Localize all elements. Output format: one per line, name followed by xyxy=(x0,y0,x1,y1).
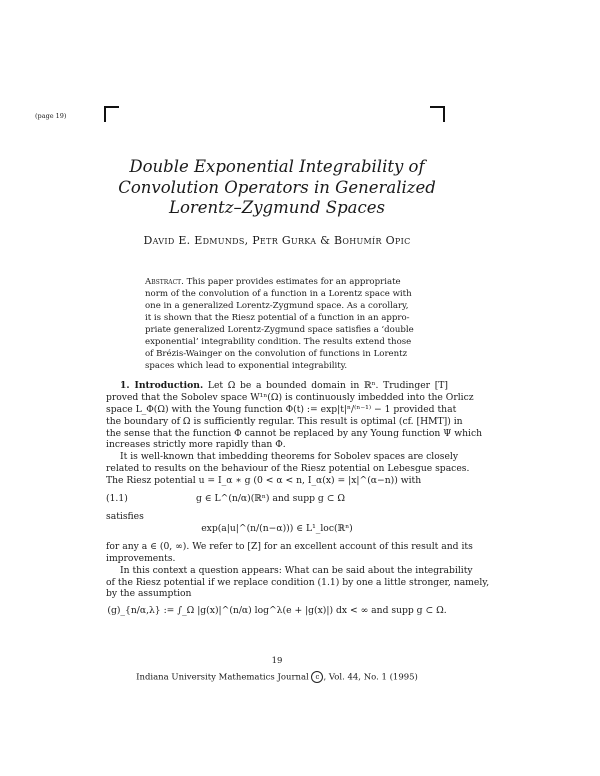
crop-mark-right xyxy=(430,106,445,122)
abstract-line: Abstract. This paper provides estimates for an appropriate xyxy=(145,277,401,287)
equation-body: g ∈ L^(n/α)(ℝⁿ) and supp g ⊂ Ω xyxy=(196,493,345,505)
equation-assumption: (g)_{n/α,λ} := ∫_Ω |g(x)|^(n/α) log^λ(e + |g(x)|) dx < ∞ and supp g ⊂ Ω. xyxy=(107,605,447,617)
title-line: Double Exponential Integrability of xyxy=(129,157,425,176)
abstract-line: it is shown that the Riesz potential of a function in an appro- xyxy=(145,313,410,323)
body-line: proved that the Sobolev space W¹ⁿ(Ω) is continuously imbedded into the Orlicz xyxy=(106,391,474,403)
journal-footer xyxy=(0,671,554,683)
body-line: improvements. xyxy=(106,552,176,564)
paper-title xyxy=(0,157,554,219)
abstract-line: one in a generalized Lorentz-Zygmund space. As a corollary, xyxy=(145,301,409,311)
journal-volume: , Vol. 44, No. 1 (1995) xyxy=(323,672,418,683)
body-line: 1. Introduction. Let Ω be a bounded domain in ℝⁿ. Trudinger [T] xyxy=(120,380,448,391)
equation-1-1 xyxy=(106,491,448,507)
body-line: satisfies xyxy=(106,511,144,523)
section-heading: 1. Introduction. xyxy=(120,380,204,391)
body-line: of the Riesz potential if we replace condition (1.1) by one a little stronger, namely, xyxy=(106,576,490,588)
body-line: the boundary of Ω is sufficiently regular. This result is optimal (cf. [HMT]) in xyxy=(106,415,463,427)
page-tag: (page 19) xyxy=(35,112,67,120)
copyright-icon: c xyxy=(311,671,323,683)
body-line: It is well-known that imbedding theorems for Sobolev spaces are closely xyxy=(120,451,459,463)
title-line: Convolution Operators in Generalized xyxy=(118,177,436,197)
abstract-label: Abstract. xyxy=(145,277,184,287)
body-line: In this context a question appears: What can be said about the integrability xyxy=(120,564,473,576)
journal-name: Indiana University Mathematics Journal xyxy=(136,672,309,683)
abstract-line: of Brézis-Wainger on the convolution of functions in Lorentz xyxy=(145,349,408,359)
abstract-line: spaces which lead to exponential integrability. xyxy=(145,361,348,371)
body-line: related to results on the behaviour of the Riesz potential on Lebesgue spaces. xyxy=(106,463,470,475)
crop-mark-left xyxy=(104,106,119,122)
abstract-line: priate generalized Lorentz-Zygmund space satisfies a ‘double xyxy=(145,325,414,335)
title-line: Lorentz–Zygmund Spaces xyxy=(169,198,385,217)
body-line: space L_Φ(Ω) with the Young function Φ(t) := exp|t|ⁿ/⁽ⁿ⁻¹⁾ − 1 provided that xyxy=(106,403,457,415)
equation-number: (1.1) xyxy=(106,493,128,505)
abstract xyxy=(145,276,417,372)
equation-exp: exp(a|u|^(n/(n−α))) ∈ L¹_loc(ℝⁿ) xyxy=(201,522,353,534)
body-line: increases strictly more rapidly than Φ. xyxy=(106,439,286,451)
abstract-line: norm of the convolution of a function in a Lorentz space with xyxy=(145,289,412,299)
body-line: The Riesz potential u = I_α ∗ g (0 < α < n, I_α(x) = |x|^(α−n)) with xyxy=(106,475,422,487)
body-line: for any a ∈ (0, ∞). We refer to [Z] for an excellent account of this result and its xyxy=(106,540,473,552)
body-text xyxy=(106,380,490,621)
body-line: the sense that the function Φ cannot be replaced by any Young function Ψ which xyxy=(106,427,483,439)
body-line: by the assumption xyxy=(106,588,192,600)
page-number: 19 xyxy=(271,656,283,666)
authors: David E. Edmunds, Petr Gurka & Bohumír Opic xyxy=(143,234,411,247)
abstract-line: exponential’ integrability condition. The results extend those xyxy=(145,337,412,347)
